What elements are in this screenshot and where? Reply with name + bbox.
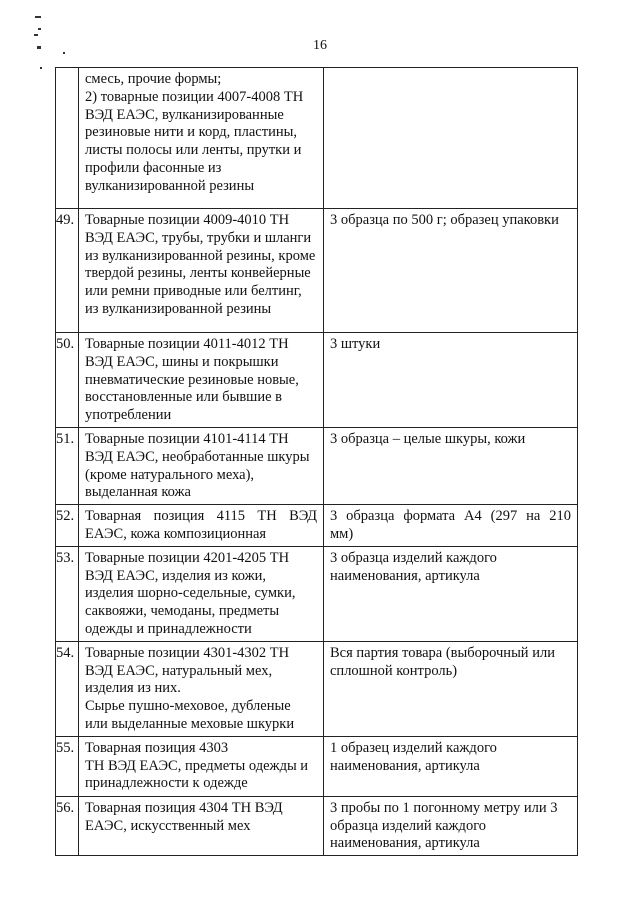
sample-requirement: 3 пробы по 1 погонному метру или 3 образца изделий каждого наименования, артикула (324, 796, 578, 855)
page-number: 16 (313, 38, 327, 53)
table-row (56, 796, 578, 855)
sample-requirement (324, 68, 578, 209)
row-number: 53. (56, 546, 79, 641)
table-row (56, 736, 578, 796)
table-row (56, 428, 578, 505)
goods-description-line: Товарная позиция 4115 ТН ВЭД (85, 508, 317, 525)
table-row (56, 505, 578, 547)
goods-description-text: смесь, прочие формы; 2) товарные позиции 4007-4008 ТН ВЭД ЕАЭС, вулканизированные резиновые нити и корд, пластины, листы полосы или ленты, прутки и профили фасонные из вулканизированной резины (85, 71, 304, 194)
row-number: 52. (56, 505, 79, 547)
scan-artifact (38, 28, 41, 30)
row-number: 54. (56, 641, 79, 736)
table-row (56, 333, 578, 428)
row-number: 51. (56, 428, 79, 505)
sample-requirement-line: 3 образца формата А4 (297 на 210 (330, 508, 571, 525)
row-number: 55. (56, 736, 79, 796)
sample-requirement: 3 штуки (324, 333, 578, 428)
goods-description: Товарные позиции 4009-4010 ТН ВЭД ЕАЭС, трубы, трубки и шланги из вулканизированной резины, кроме твердой резины, ленты конвейерные или ремни приводные или белтинг, из вулканизированной резины (79, 209, 324, 333)
sample-requirement: 3 образца изделий каждого наименования, артикула (324, 546, 578, 641)
goods-description: Товарные позиции 4201-4205 ТН ВЭД ЕАЭС, изделия из кожи, изделия шорно-седельные, сумки, саквояжи, чемоданы, предметы одежды и принадлежности (79, 546, 324, 641)
goods-description: Товарная позиция 4304 ТН ВЭД ЕАЭС, искусственный мех (79, 796, 324, 855)
sample-requirement: Вся партия товара (выборочный или сплошной контроль) (324, 641, 578, 736)
row-number: 56. (56, 796, 79, 855)
sample-requirement: 3 образца – целые шкуры, кожи (324, 428, 578, 505)
sample-requirement (324, 505, 578, 547)
sample-requirement: 1 образец изделий каждого наименования, артикула (324, 736, 578, 796)
sample-requirement: 3 образца по 500 г; образец упаковки (324, 209, 578, 333)
goods-description (79, 736, 324, 796)
row-number (56, 68, 79, 209)
goods-sampling-table (55, 67, 578, 856)
row-number: 49. (56, 209, 79, 333)
scan-artifact (35, 16, 41, 18)
table-row (56, 209, 578, 333)
table-row (56, 641, 578, 736)
sample-requirement-line: мм) (330, 525, 354, 542)
table-row (56, 546, 578, 641)
scan-artifact (34, 34, 38, 36)
goods-description: Товарные позиции 4101-4114 ТН ВЭД ЕАЭС, необработанные шкуры (кроме натурального меха), выделанная кожа (79, 428, 324, 505)
goods-description-text: Товарная позиция 4303 ТН ВЭД ЕАЭС, предметы одежды и принадлежности к одежде (85, 739, 309, 792)
goods-description (79, 68, 324, 209)
goods-description (79, 641, 324, 736)
goods-description-line: ЕАЭС, кожа композиционная (85, 525, 267, 542)
goods-description-text: Товарные позиции 4301-4302 ТН ВЭД ЕАЭС, натуральный мех, изделия из них. Сырье пушно-меховое, дубленые или выделанные меховые шкурки (85, 644, 295, 732)
row-number: 50. (56, 333, 79, 428)
goods-description: Товарные позиции 4011-4012 ТН ВЭД ЕАЭС, шины и покрышки пневматические резиновые новые, восстановленные или бывшие в употреблении (79, 333, 324, 428)
table-row (56, 68, 578, 209)
scan-artifact (40, 67, 42, 69)
goods-description (79, 505, 324, 547)
